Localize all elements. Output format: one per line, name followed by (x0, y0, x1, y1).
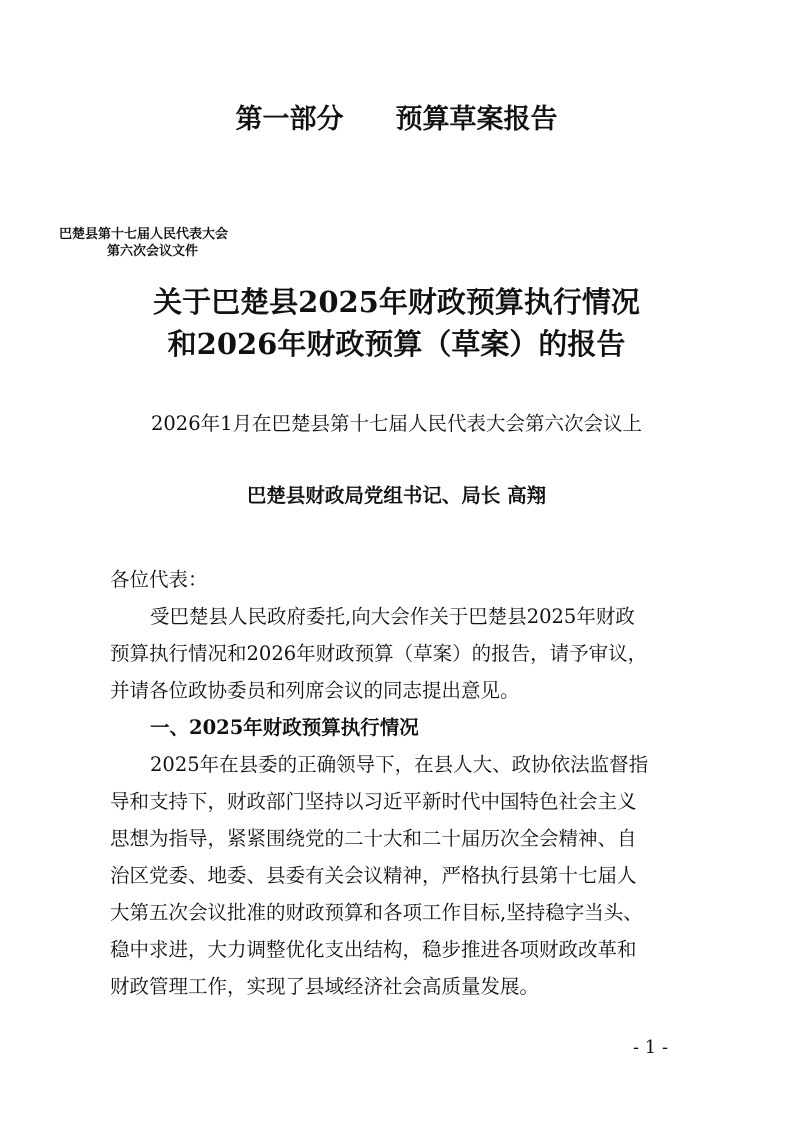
intro-line: 并请各位政协委员和列席会议的同志提出意见。 (110, 679, 520, 702)
section-text-line: 治区党委、地委、县委有关会议精神，严格执行县第十七届人 (110, 864, 637, 887)
session-label-line1: 巴楚县第十七届人民代表大会 (59, 227, 229, 242)
section-text-line: 导和支持下，财政部门坚持以习近平新时代中国特色社会主义 (110, 790, 637, 813)
part-heading (0, 102, 793, 138)
salutation: 各位代表： (110, 568, 208, 591)
session-label-line2: 第六次会议文件 (107, 244, 199, 259)
section-text-line: 2025年在县委的正确领导下，在县人大、政协依法监督指 (150, 753, 649, 776)
meeting-line: 2026年1月在巴楚县第十七届人民代表大会第六次会议上 (150, 412, 643, 435)
part-title: 预算草案报告 (395, 104, 558, 135)
report-title-line2: 和2026年财政预算（草案）的报告 (167, 327, 626, 361)
page-number: - 1 - (633, 1037, 669, 1058)
speaker-line: 巴楚县财政局党组书记、局长 高翔 (246, 484, 547, 507)
report-title-line1: 关于巴楚县2025年财政预算执行情况 (153, 285, 640, 319)
section-text-line: 财政管理工作，实现了县域经济社会高质量发展。 (110, 975, 540, 998)
section-heading: 一、2025年财政预算执行情况 (150, 716, 419, 739)
section-text-line: 思想为指导，紧紧围绕党的二十大和二十届历次全会精神、自 (110, 827, 637, 850)
section-text-line: 稳中求进，大力调整优化支出结构，稳步推进各项财政改革和 (110, 938, 637, 961)
intro-line: 受巴楚县人民政府委托,向大会作关于巴楚县2025年财政 (150, 605, 635, 628)
part-label: 第一部分 (235, 104, 344, 135)
section-text-line: 大第五次会议批准的财政预算和各项工作目标,坚持稳字当头、 (110, 901, 643, 924)
intro-line: 预算执行情况和2026年财政预算（草案）的报告，请予审议， (110, 642, 648, 665)
